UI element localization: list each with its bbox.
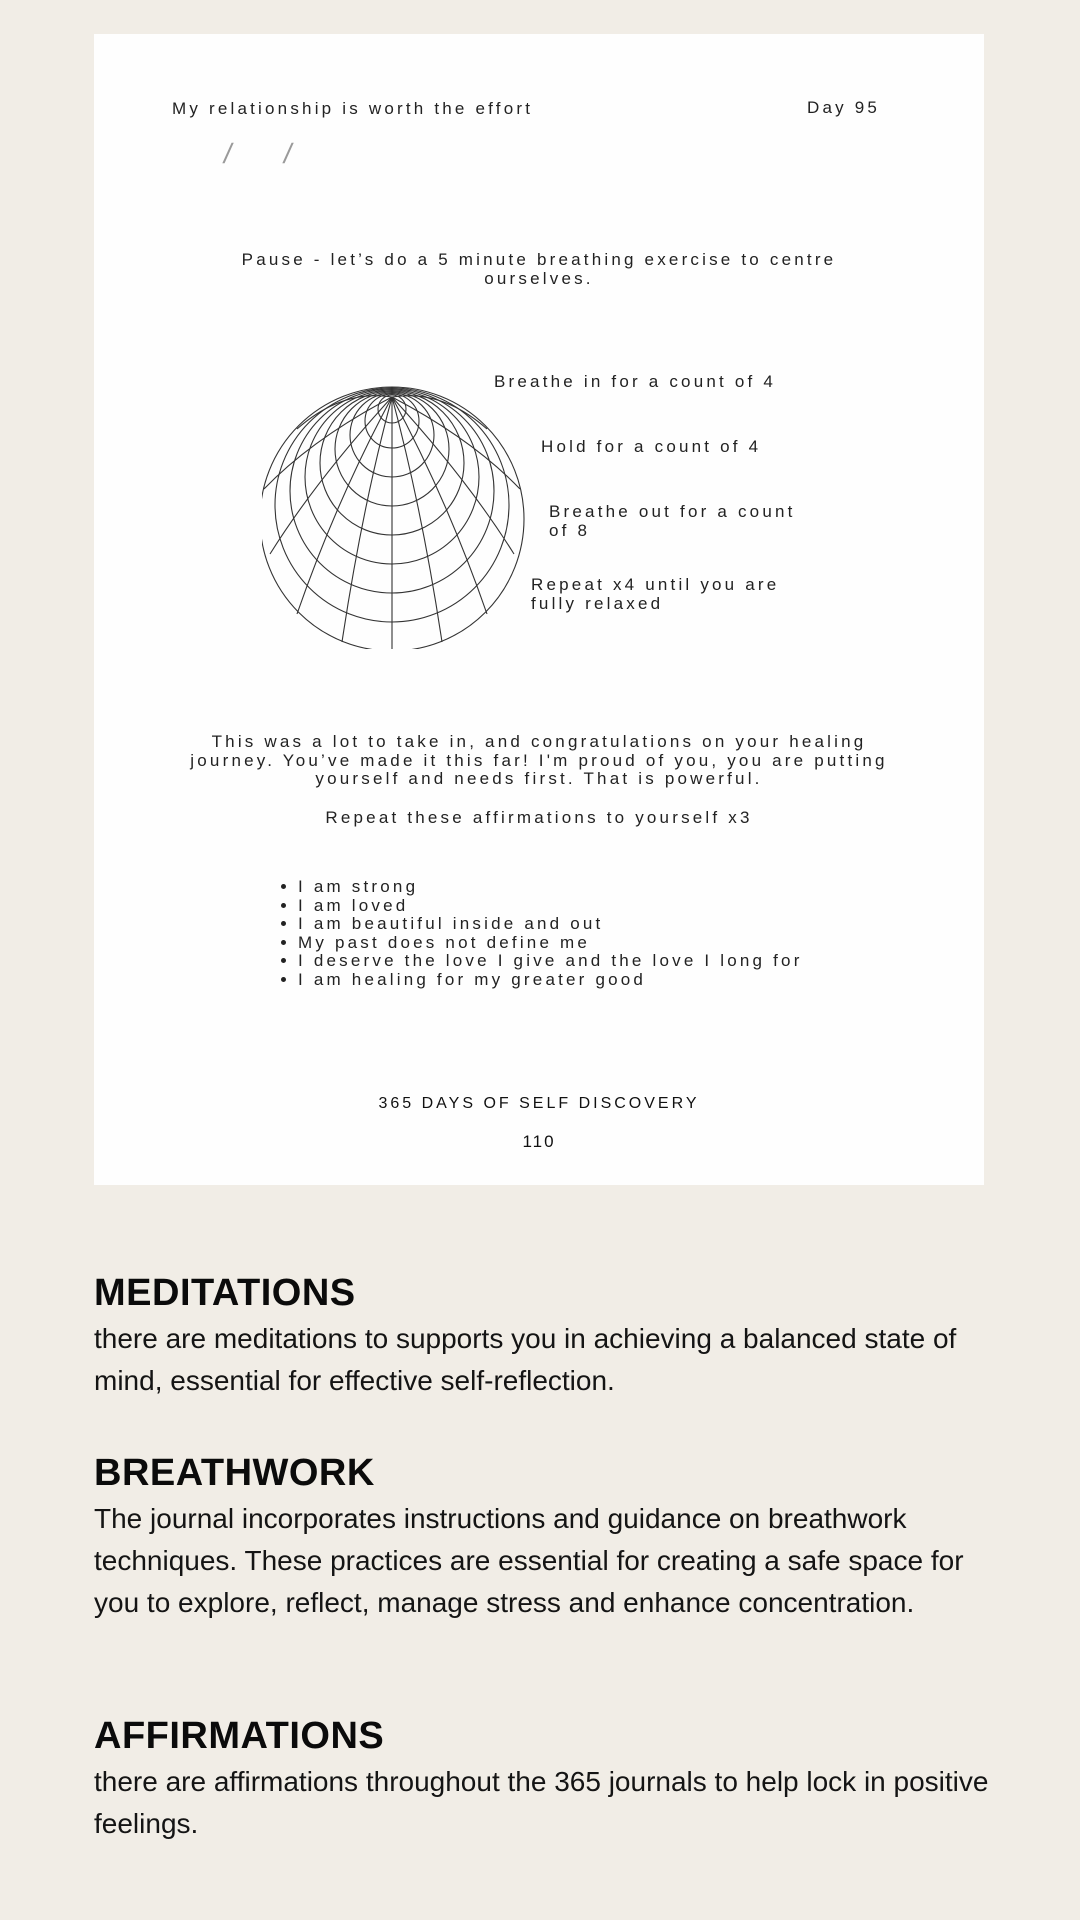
feature-heading: BREATHWORK — [94, 1452, 375, 1494]
congrats-message: This was a lot to take in, and congratulations on your healing journey. You’ve made it this far! I'm proud of you, you are putting yourself and needs first. That is powerful. — [190, 732, 888, 788]
feature-heading: MEDITATIONS — [94, 1272, 356, 1314]
breathing-step: Breathe in for a count of 4 — [494, 372, 777, 391]
feature-description: there are meditations to supports you in achieving a balanced state of mind, essential for effective self-reflection. — [94, 1323, 957, 1396]
feature-breathwork — [94, 1450, 994, 1624]
breathing-step: Repeat x4 until you are fully relaxed — [531, 575, 780, 613]
day-label: Day 95 — [807, 98, 881, 117]
list-item: • I am loved — [298, 897, 858, 916]
page-footer-title: 365 DAYS OF SELF DISCOVERY — [378, 1095, 700, 1112]
journal-page-preview — [94, 34, 984, 1185]
list-item: • I am healing for my greater good — [298, 971, 858, 990]
feature-description: The journal incorporates instructions and guidance on breathwork techniques. These practices are essential for creating a safe space for you to explore, reflect, manage stress and enhance concentration. — [94, 1503, 964, 1618]
breathing-step: Hold for a count of 4 — [541, 437, 762, 456]
breathing-intro: Pause - let’s do a 5 minute breathing exercise to centre ourselves. — [241, 250, 837, 288]
feature-description: there are affirmations throughout the 365 journals to help lock in positive feelings. — [94, 1766, 989, 1839]
date-separator: / — [281, 138, 295, 169]
list-item: • My past does not define me — [298, 934, 858, 953]
affirmation-prompt: Repeat these affirmations to yourself x3 — [325, 808, 753, 827]
shell-illustration-icon — [262, 359, 532, 649]
list-item: • I am strong — [298, 878, 858, 897]
list-item: • I am beautiful inside and out — [298, 915, 858, 934]
date-fields — [221, 138, 344, 170]
breathing-step: Breathe out for a count of 8 — [549, 502, 796, 540]
affirmation-list — [274, 878, 858, 989]
feature-affirmations — [94, 1713, 994, 1845]
feature-meditations — [94, 1270, 994, 1402]
page-number: 110 — [522, 1132, 556, 1151]
feature-heading: AFFIRMATIONS — [94, 1715, 385, 1757]
list-item: • I deserve the love I give and the love I long for — [298, 952, 858, 971]
page-header-title: My relationship is worth the effort — [172, 99, 534, 118]
date-separator: / — [221, 138, 235, 169]
